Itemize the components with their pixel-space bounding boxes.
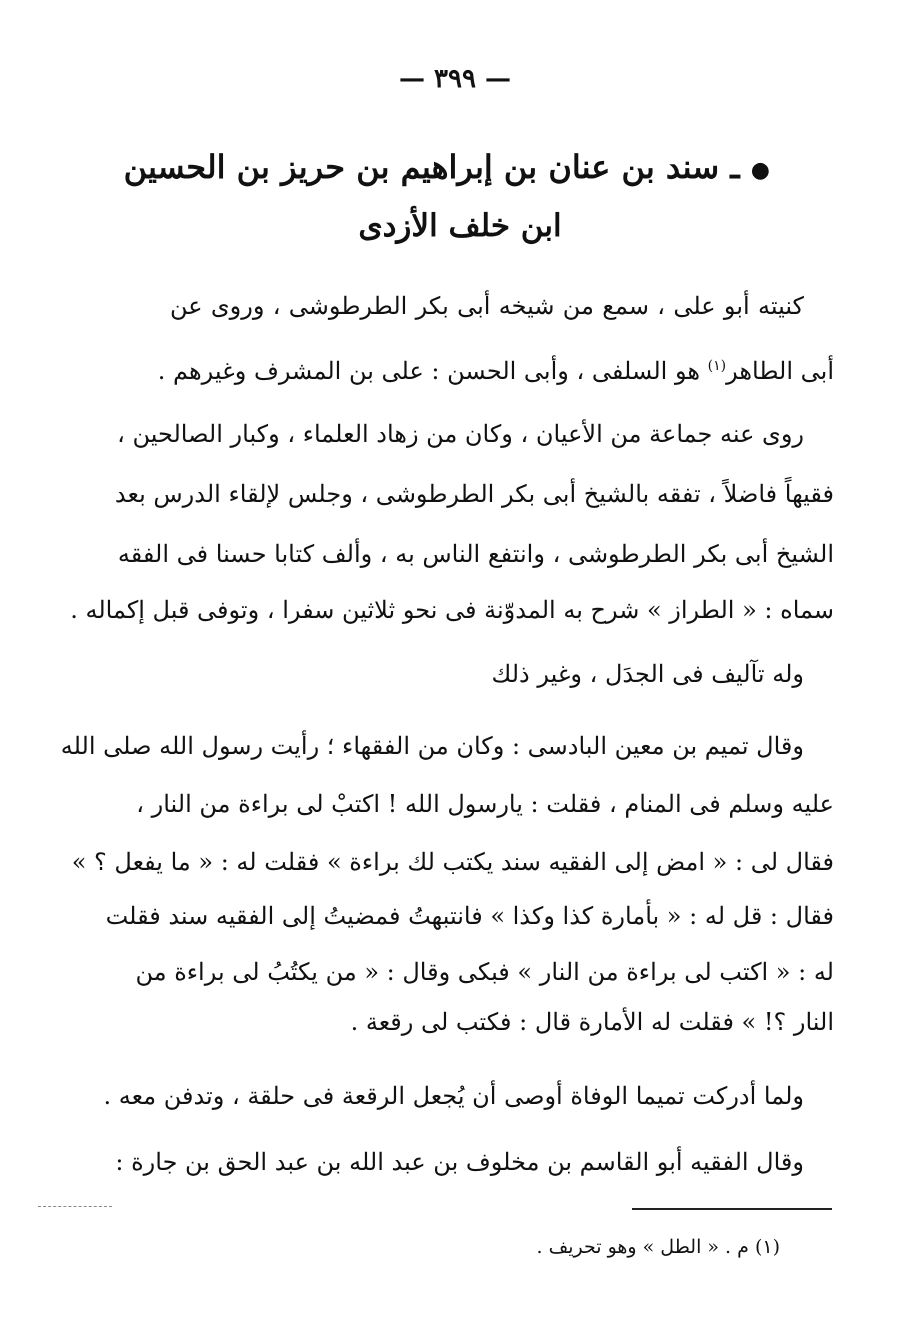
paragraph-2-line-3: الشيخ أبى بكر الطرطوشى ، وانتفع الناس به ، وألف كتابا حسنا فى الفقه xyxy=(117,540,834,568)
text-segment: هو السلفى ، وأبى الحسن : على بن المشرف وغيرهم . xyxy=(157,357,708,385)
paragraph-2-line-1: روى عنه جماعة من الأعيان ، وكان من زهاد العلماء ، وكبار الصالحين ، xyxy=(117,420,804,448)
paragraph-4-line-3: فقال لى : « امض إلى الفقيه سند يكتب لك براءة » فقلت له : « ما يفعل ؟ » xyxy=(71,848,834,876)
paragraph-5-line-1: ولما أدركت تميما الوفاة أوصى أن يُجعل الرقعة فى حلقة ، وتدفن معه . xyxy=(103,1082,804,1110)
paragraph-2-line-2: فقيهاً فاضلاً ، تفقه بالشيخ أبى بكر الطرطوشى ، وجلس لإلقاء الدرس بعد xyxy=(114,480,834,508)
biography-title-line-2: ابن خلف الأزدى xyxy=(358,208,562,244)
paragraph-6-line-1: وقال الفقيه أبو القاسم بن مخلوف بن عبد الله بن عبد الحق بن جارة : xyxy=(115,1148,804,1176)
paragraph-4-line-2: عليه وسلم فى المنام ، فقلت : يارسول الله ! اكتبْ لى براءة من النار ، xyxy=(136,790,834,818)
paragraph-2-line-4: سماه : « الطراز » شرح به المدوّنة فى نحو ثلاثين سفرا ، وتوفى قبل إكماله . xyxy=(70,596,834,624)
text-segment: أبى الطاهر xyxy=(726,357,834,385)
paragraph-4-line-1: وقال تميم بن معين البادسى : وكان من الفقهاء ؛ رأيت رسول الله صلى الله xyxy=(60,732,804,760)
footnote-reference: (١) xyxy=(707,358,727,374)
paragraph-1-line-2 xyxy=(157,350,834,387)
title-text-1: ـ سند بن عنان بن إبراهيم بن حريز بن الحسين xyxy=(123,148,740,186)
footnote-divider xyxy=(632,1208,832,1210)
paragraph-4-line-4: فقال : قل له : « بأمارة كذا وكذا » فانتبهتُ فمضيتُ إلى الفقيه سند فقلت xyxy=(105,902,834,930)
paragraph-3-line-1: وله تآليف فى الجدَل ، وغير ذلك xyxy=(491,660,804,688)
paragraph-4-line-6: النار ؟! » فقلت له الأمارة قال : فكتب لى رقعة . xyxy=(350,1008,834,1036)
bullet-icon: ● xyxy=(750,156,770,183)
paragraph-1-line-1: كنيته أبو على ، سمع من شيخه أبى بكر الطرطوشى ، وروى عن xyxy=(170,292,804,320)
scan-artifact xyxy=(38,1206,112,1207)
page-number: — ٣٩٩ — xyxy=(398,64,512,94)
biography-title-line-1 xyxy=(123,148,770,186)
footnote: (١) م . « الطل » وهو تحريف . xyxy=(536,1236,780,1258)
paragraph-4-line-5: له : « اكتب لى براءة من النار » فبكى وقال : « من يكتُبُ لى براءة من xyxy=(135,958,834,986)
